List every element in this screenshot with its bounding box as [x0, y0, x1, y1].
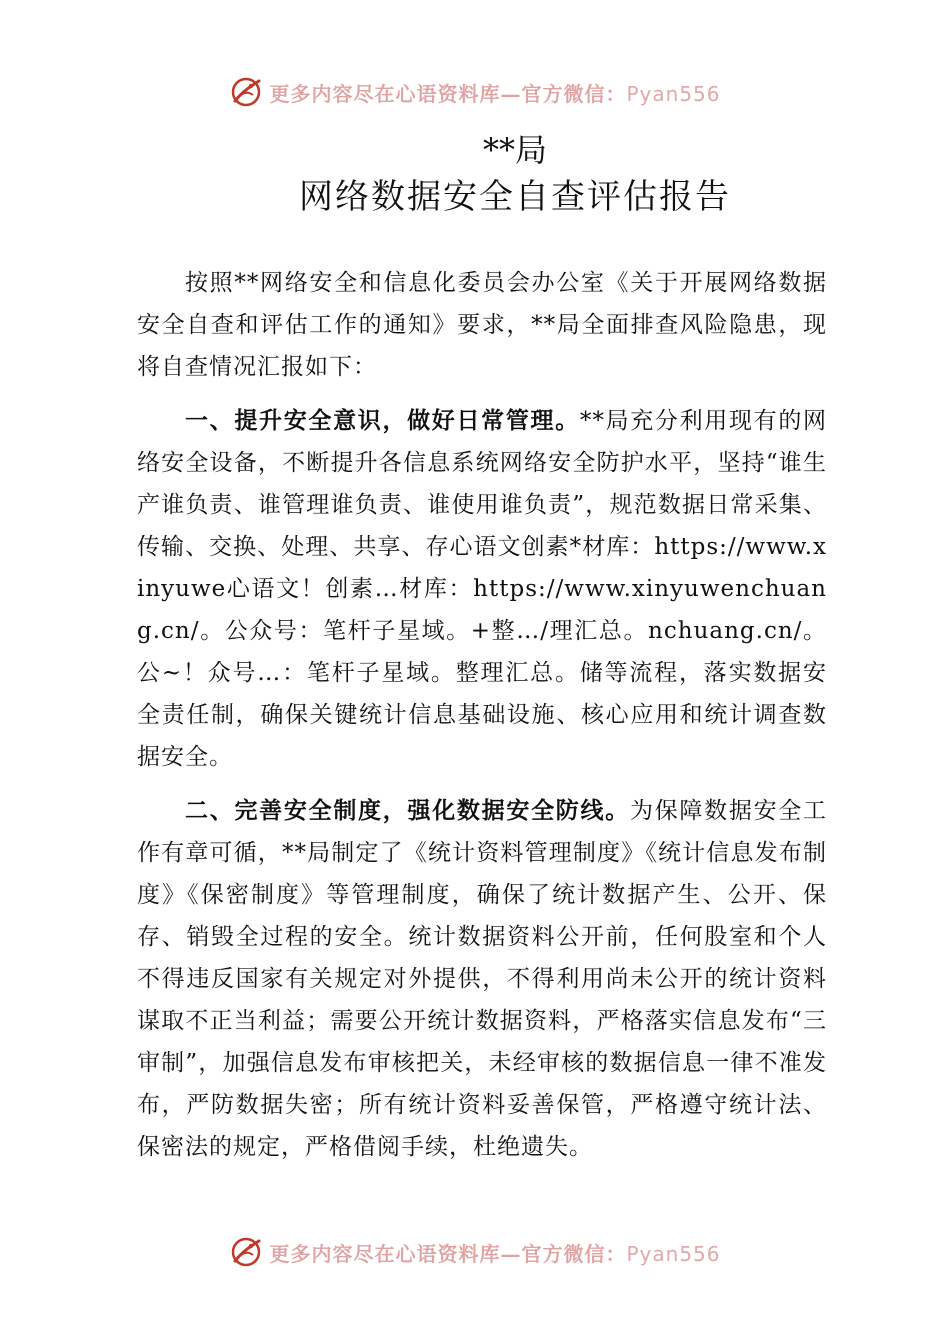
paragraph-intro	[137, 262, 827, 388]
paragraph-text: 为保障数据安全工作有章可循，**局制定了《统计资料管理制度》《统计信息发布制度》《保密制度》等管理制度，确保了统计数据产生、公开、保存、销毁全过程的安全。统计数据资料公开前，任何股室和个人不得违反国家有关规定对外提供，不得利用尚未公开的统计资料谋取不正当利益；需要公开统计数据资料，严格落实信息发布“三审制”，加强信息发布审核把关，未经审核的数据信息一律不准发布，严防数据失密；所有统计资料妥善保管，严格遵守统计法、保密法的规定，严格借阅手续，杜绝遗失。	[137, 798, 828, 1160]
footer-banner-inner	[229, 1235, 720, 1269]
paragraph-text: 按照**网络安全和信息化委员会办公室《关于开展网络数据安全自查和评估工作的通知》要求，**局全面排查风险隐患，现将自查情况汇报如下：	[137, 270, 827, 380]
header-banner-text	[269, 78, 720, 107]
paragraph-section-1	[137, 400, 827, 778]
logo-icon	[229, 1235, 263, 1269]
document-title	[0, 128, 950, 222]
footer-banner-wechat-id: Pyan556	[626, 1241, 721, 1266]
section-heading-1: 一、提升安全意识，做好日常管理。	[185, 408, 580, 434]
title-line-2: 网络数据安全自查评估报告	[299, 177, 731, 217]
footer-banner-wechat-label: 官方微信：	[521, 1241, 627, 1266]
header-banner	[0, 72, 950, 112]
footer-banner-main-text: 更多内容尽在心语资料库—	[269, 1241, 522, 1266]
title-line-1: **局	[482, 131, 547, 169]
document-body	[137, 262, 827, 1180]
paragraph-section-2	[137, 790, 827, 1168]
footer-banner	[0, 1232, 950, 1272]
logo-icon	[229, 75, 263, 109]
header-banner-wechat-id: Pyan556	[626, 81, 721, 106]
footer-banner-text	[269, 1238, 720, 1267]
header-banner-main-text: 更多内容尽在心语资料库—	[269, 81, 522, 106]
header-banner-inner	[229, 75, 720, 109]
section-heading-2: 二、完善安全制度，强化数据安全防线。	[185, 798, 630, 824]
header-banner-wechat-label: 官方微信：	[521, 81, 627, 106]
paragraph-text: **局充分利用现有的网络安全设备，不断提升各信息系统网络安全防护水平，坚持“谁生产谁负责、谁管理谁负责、谁使用谁负责”，规范数据日常采集、传输、交换、处理、共享、存心语文创素*材库：https://www.xinyuwe心语文！创素…材库：https://www.xinyuwenchuang.cn/。公众号：笔杆子星域。+整…/理汇总。nchuang.cn/。公~！众号…：笔杆子星域。整理汇总。储等流程，落实数据安全责任制，确保关键统计信息基础设施、核心应用和统计调查数据安全。	[137, 408, 828, 770]
